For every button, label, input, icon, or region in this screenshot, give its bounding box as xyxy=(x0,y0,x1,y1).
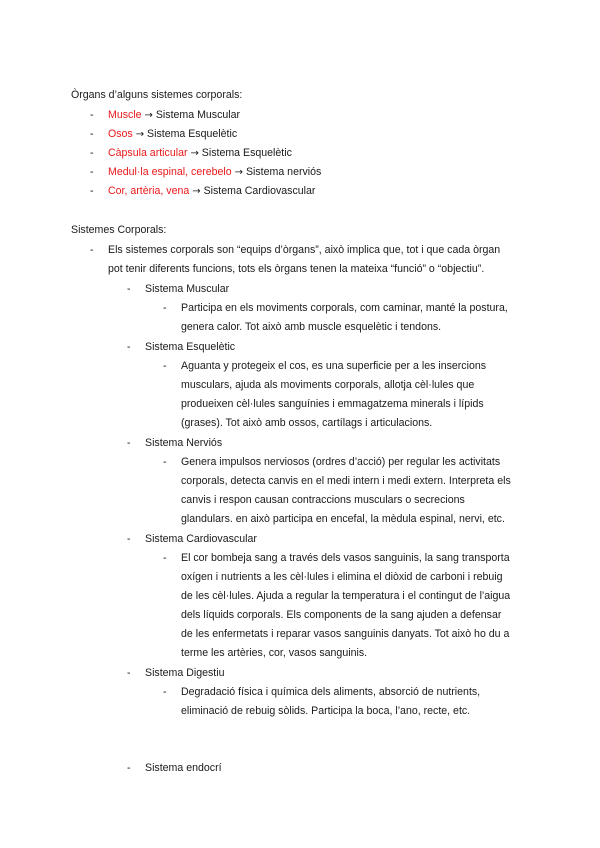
system-name: Sistema nerviós xyxy=(245,166,322,178)
section1-title: Òrgans d’alguns sistemes corporals: xyxy=(71,89,243,101)
bullet: - xyxy=(163,686,167,698)
bullet: - xyxy=(127,667,131,679)
system-name: Sistema Esquelètic xyxy=(201,147,292,159)
bullet: - xyxy=(127,762,131,774)
system-name: Sistema Cardiovascular xyxy=(203,185,316,197)
system-description-cardiovascular: El cor bombeja sang a través dels vasos sanguinis, la sang transporta oxígen i nutrients a les cèl·lules i elimina el diòxid de carboni i rebuig de les cèl·lules. Ajuda a regular la temperatura i el contingut de l’aigua dels líquids corporals. Els components de la sang ajuden a defensar de les enfermetats i reparar vasos sanguinis danyats. Tot això ho du a terme les artèries, cor, vasos sanguinis. xyxy=(181,552,511,659)
system-heading-nervios: Sistema Nerviós xyxy=(145,437,223,449)
system-heading-muscular: Sistema Muscular xyxy=(145,283,230,295)
system-name: Sistema Muscular xyxy=(155,109,241,121)
bullet: - xyxy=(127,283,131,295)
bullet: - xyxy=(163,302,167,314)
bullet: - xyxy=(90,128,94,140)
organ-name: Muscle xyxy=(108,109,142,121)
organ-name: Osos xyxy=(108,128,133,140)
system-description-digestiu: Degradació física i química dels aliments, absorció de nutrients, eliminació de rebuig sòlids. Participa la boca, l’ano, recte, etc. xyxy=(181,686,481,717)
system-name: Sistema Esquelètic xyxy=(147,128,238,140)
section2-title: Sistemes Corporals: xyxy=(71,224,167,236)
bullet: - xyxy=(90,147,94,159)
arrow-icon: → xyxy=(190,148,199,159)
list-item xyxy=(90,128,238,140)
system-heading-digestiu: Sistema Digestiu xyxy=(145,667,225,679)
bullet: - xyxy=(90,166,94,178)
organ-name: Cor, artèria, vena xyxy=(108,185,190,197)
arrow-icon: → xyxy=(192,186,201,197)
bullet: - xyxy=(163,360,167,372)
bullet: - xyxy=(127,437,131,449)
list-item xyxy=(90,166,322,178)
system-heading-cardiovascular: Sistema Cardiovascular xyxy=(145,533,257,545)
system-description-muscular: Participa en els moviments corporals, com caminar, manté la postura, genera calor. Tot això amb muscle esquelètic i tendons. xyxy=(181,302,508,333)
organ-name: Medul·la espinal, cerebelo xyxy=(108,166,232,178)
list-item xyxy=(90,147,292,159)
system-description-esqueletic: Aguanta y protegeix el cos, es una superficie per a les insercions musculars, ajuda als moviments corporals, allotja cèl·lules que produeixen cèl·lules sanguínies i emmagatzema minerals i lípids (grases). Tot això amb ossos, cartílags i articulacions. xyxy=(181,360,487,429)
bullet: - xyxy=(163,456,167,468)
system-heading-endocri: Sistema endocrí xyxy=(145,762,222,774)
bullet: - xyxy=(90,185,94,197)
list-item xyxy=(90,109,241,121)
bullet: - xyxy=(90,109,94,121)
arrow-icon: → xyxy=(234,167,244,178)
organ-name: Càpsula articular xyxy=(108,147,188,159)
system-description-nervios: Genera impulsos nerviosos (ordres d’acció) per regular les activitats corporals, detecta canvis en el medi intern i medi extern. Interpreta els canvis i respon causan contraccions musculars o secrecions glandulars. en això participa en encefal, la mèdula espinal, nervi, etc. xyxy=(181,456,511,525)
bullet: - xyxy=(127,533,131,545)
arrow-icon: → xyxy=(135,129,145,140)
intro-paragraph: Els sistemes corporals son “equips d’òrgans”, això implica que, tot i que cada òrgan pot tenir diferents funcions, tots els òrgans tenen la mateixa “funció” o “objectiu”. xyxy=(108,244,501,275)
bullet: - xyxy=(163,552,167,564)
bullet: - xyxy=(127,341,131,353)
system-heading-esqueletic: Sistema Esquelètic xyxy=(145,341,236,353)
arrow-icon: → xyxy=(144,110,153,121)
bullet: - xyxy=(90,244,94,256)
list-item xyxy=(90,185,316,197)
